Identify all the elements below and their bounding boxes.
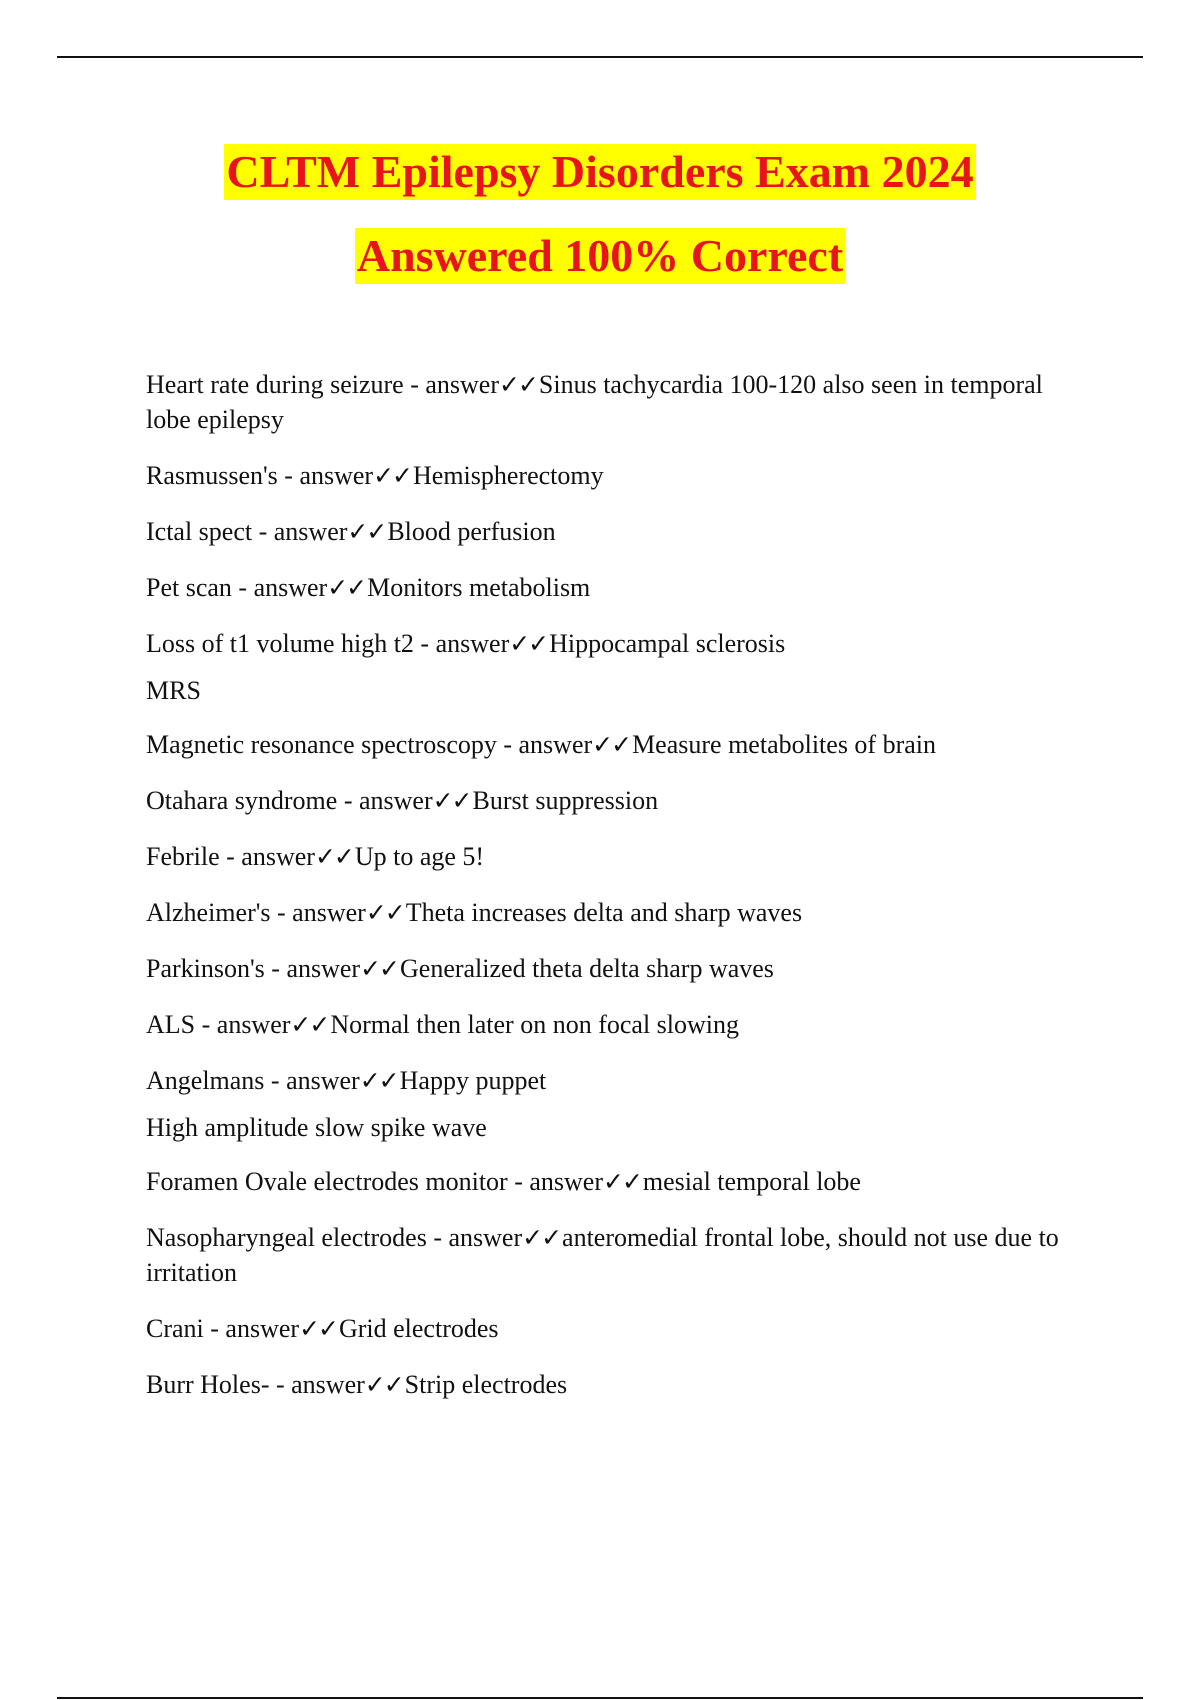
qa-item xyxy=(146,951,1076,986)
qa-term: Parkinson's - answer xyxy=(146,954,361,983)
qa-answer: Sinus tachycardia 100-120 also seen in temporal lobe epilepsy xyxy=(146,370,1043,434)
double-check-icon: ✓✓ xyxy=(360,954,398,983)
document-title: CLTM Epilepsy Disorders Exam 2024 xyxy=(224,144,975,200)
double-check-icon: ✓✓ xyxy=(432,786,471,815)
qa-term: Rasmussen's - answer xyxy=(146,461,374,490)
double-check-icon: ✓✓ xyxy=(359,1066,398,1095)
qa-answer: Hippocampal sclerosis xyxy=(549,629,786,658)
qa-answer: Hemispherectomy xyxy=(413,461,604,490)
double-check-icon: ✓✓ xyxy=(327,573,366,602)
double-check-icon: ✓✓ xyxy=(314,842,353,871)
title-block xyxy=(0,144,1200,284)
bottom-rule xyxy=(57,1697,1143,1699)
double-check-icon: ✓✓ xyxy=(603,1167,641,1196)
qa-item xyxy=(146,839,1076,874)
qa-answer: Burst suppression xyxy=(472,786,659,815)
document-subtitle: Answered 100% Correct xyxy=(355,228,845,284)
qa-term: Burr Holes- - answer xyxy=(146,1370,365,1399)
qa-heading-line xyxy=(146,673,1076,708)
qa-answer: Generalized theta delta sharp waves xyxy=(400,954,774,983)
qa-answer: Grid electrodes xyxy=(338,1314,499,1343)
qa-term: Febrile - answer xyxy=(146,842,315,871)
qa-item xyxy=(146,1367,1076,1402)
qa-list xyxy=(146,367,1076,1423)
qa-answer: Monitors metabolism xyxy=(367,573,591,602)
qa-item xyxy=(146,367,1076,437)
double-check-icon: ✓✓ xyxy=(373,461,411,490)
qa-item xyxy=(146,727,1076,762)
qa-answer: Strip electrodes xyxy=(404,1370,568,1399)
qa-term: Nasopharyngeal electrodes - answer xyxy=(146,1223,523,1252)
qa-item xyxy=(146,783,1076,818)
qa-term: Heart rate during seizure - answer xyxy=(146,370,499,399)
qa-term: Angelmans - answer xyxy=(146,1066,360,1095)
qa-answer: Measure metabolites of brain xyxy=(632,730,937,759)
qa-answer: Blood perfusion xyxy=(387,517,556,546)
qa-item xyxy=(146,1063,1076,1098)
qa-term: Ictal spect - answer xyxy=(146,517,348,546)
qa-term: Crani - answer xyxy=(146,1314,300,1343)
qa-answer: Normal then later on non focal slowing xyxy=(330,1010,740,1039)
qa-answer: anteromedial frontal lobe, should not use due to irritation xyxy=(146,1223,1059,1287)
double-check-icon: ✓✓ xyxy=(347,517,386,546)
qa-item xyxy=(146,895,1076,930)
double-check-icon: ✓✓ xyxy=(364,1370,403,1399)
qa-term: Pet scan - answer xyxy=(146,573,328,602)
qa-answer: Theta increases delta and sharp waves xyxy=(405,898,803,927)
qa-text: MRS xyxy=(146,676,201,705)
qa-item xyxy=(146,626,1076,661)
qa-answer: mesial temporal lobe xyxy=(642,1167,861,1196)
qa-item xyxy=(146,570,1076,605)
qa-term: Foramen Ovale electrodes monitor - answer xyxy=(146,1167,604,1196)
qa-item xyxy=(146,458,1076,493)
qa-item xyxy=(146,1164,1076,1199)
double-check-icon: ✓✓ xyxy=(290,1010,329,1039)
qa-term: Otahara syndrome - answer xyxy=(146,786,433,815)
double-check-icon: ✓✓ xyxy=(299,1314,337,1343)
qa-item xyxy=(146,1311,1076,1346)
qa-term: Alzheimer's - answer xyxy=(146,898,366,927)
qa-term: ALS - answer xyxy=(146,1010,291,1039)
qa-answer: Up to age 5! xyxy=(354,842,485,871)
double-check-icon: ✓✓ xyxy=(592,730,631,759)
qa-term: Magnetic resonance spectroscopy - answer xyxy=(146,730,593,759)
qa-item xyxy=(146,514,1076,549)
double-check-icon: ✓✓ xyxy=(509,629,548,658)
qa-heading-line xyxy=(146,1110,1076,1145)
qa-item xyxy=(146,1007,1076,1042)
double-check-icon: ✓✓ xyxy=(522,1223,561,1252)
top-rule xyxy=(57,56,1143,58)
qa-text: High amplitude slow spike wave xyxy=(146,1113,487,1142)
qa-answer: Happy puppet xyxy=(399,1066,547,1095)
qa-item xyxy=(146,1220,1076,1290)
qa-term: Loss of t1 volume high t2 - answer xyxy=(146,629,510,658)
double-check-icon: ✓✓ xyxy=(365,898,404,927)
double-check-icon: ✓✓ xyxy=(499,370,537,399)
